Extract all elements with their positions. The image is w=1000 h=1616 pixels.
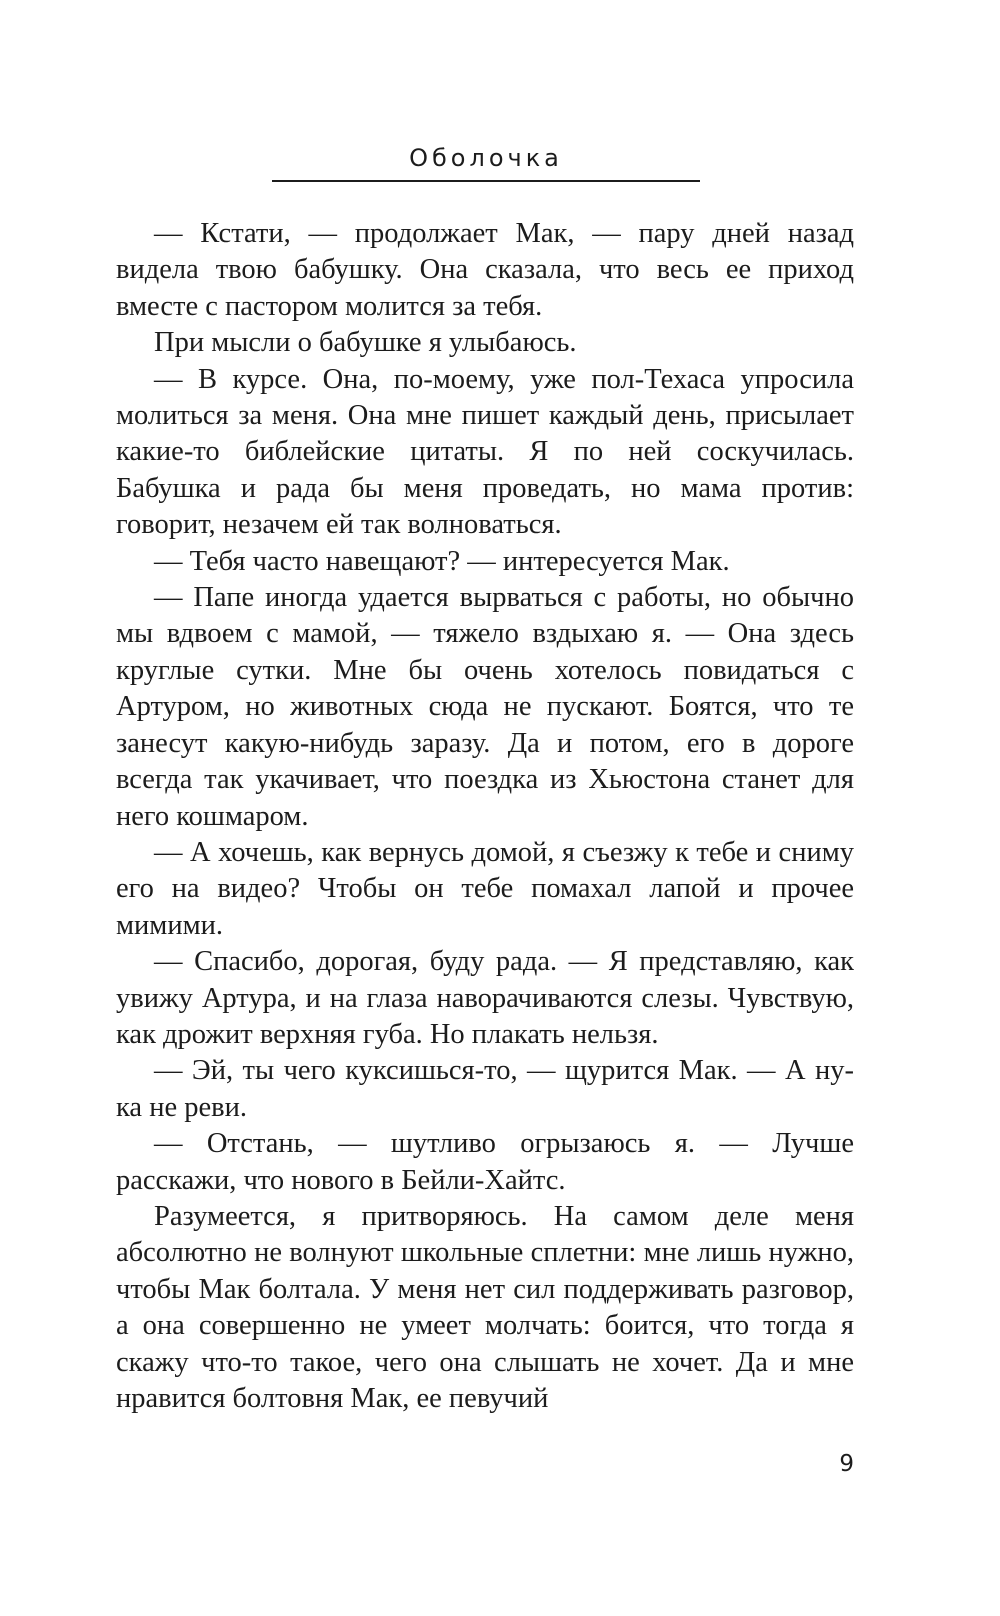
running-title: Оболочка [409, 144, 563, 172]
paragraph: Разумеется, я притворяюсь. На самом деле меня абсолютно не волнуют школьные сплетни: мне лишь нужно, чтобы Мак болтала. У меня нет сил поддерживать разговор, а она совершенно не умеет молчать: боится, что тогда я скажу что-то такое, чего она слышать не хочет. Да и мне нравится болтовня Мак, ее певучий [116, 1200, 854, 1414]
paragraph: — Отстань, — шутливо огрызаюсь я. — Лучше расскажи, что нового в Бейли-Хайтс. [116, 1128, 854, 1196]
paragraph: — А хочешь, как вернусь домой, я съезжу к тебе и сниму его на видео? Чтобы он тебе помахал лапой и прочее мимими. [116, 836, 854, 941]
paragraph: — Папе иногда удается вырваться с работы, но обычно мы вдвоем с мамой, — тяжело вздыхаю я. — Она здесь круглые сутки. Мне бы очень хотелось повидаться с Артуром, но животных сюда не пускают. Боятся, что те занесут какую-нибудь заразу. Да и потом, его в дороге всегда так укачивает, что поездка из Хьюстона станет для него кошмаром. [116, 582, 854, 832]
header-rule [272, 180, 700, 182]
paragraph: — Тебя часто навещают? — интересуется Мак. [154, 545, 730, 577]
paragraph: — Кстати, — продолжает Мак, — пару дней назад видела твою бабушку. Она сказала, что весь ее приход вместе с пастором молится за тебя. [116, 218, 854, 322]
body-text [116, 216, 854, 1417]
page-number: 9 [839, 1451, 854, 1477]
paragraph: — В курсе. Она, по-моему, уже пол-Техаса упросила молиться за меня. Она мне пишет каждый день, присылает какие-то библейские цитаты. Я по ней соскучилась. Бабушка и рада бы меня проведать, но мама против: говорит, незачем ей так волноваться. [116, 363, 854, 541]
paragraph: — Спасибо, дорогая, буду рада. — Я представляю, как увижу Артура, и на глаза наворачиваются слезы. Чувствую, как дрожит верхняя губа. Но плакать нельзя. [116, 946, 854, 1050]
paragraph: — Эй, ты чего куксишься-то, — щурится Мак. — А ну-ка не реви. [116, 1055, 854, 1123]
paragraph: При мысли о бабушке я улыбаюсь. [154, 327, 577, 359]
